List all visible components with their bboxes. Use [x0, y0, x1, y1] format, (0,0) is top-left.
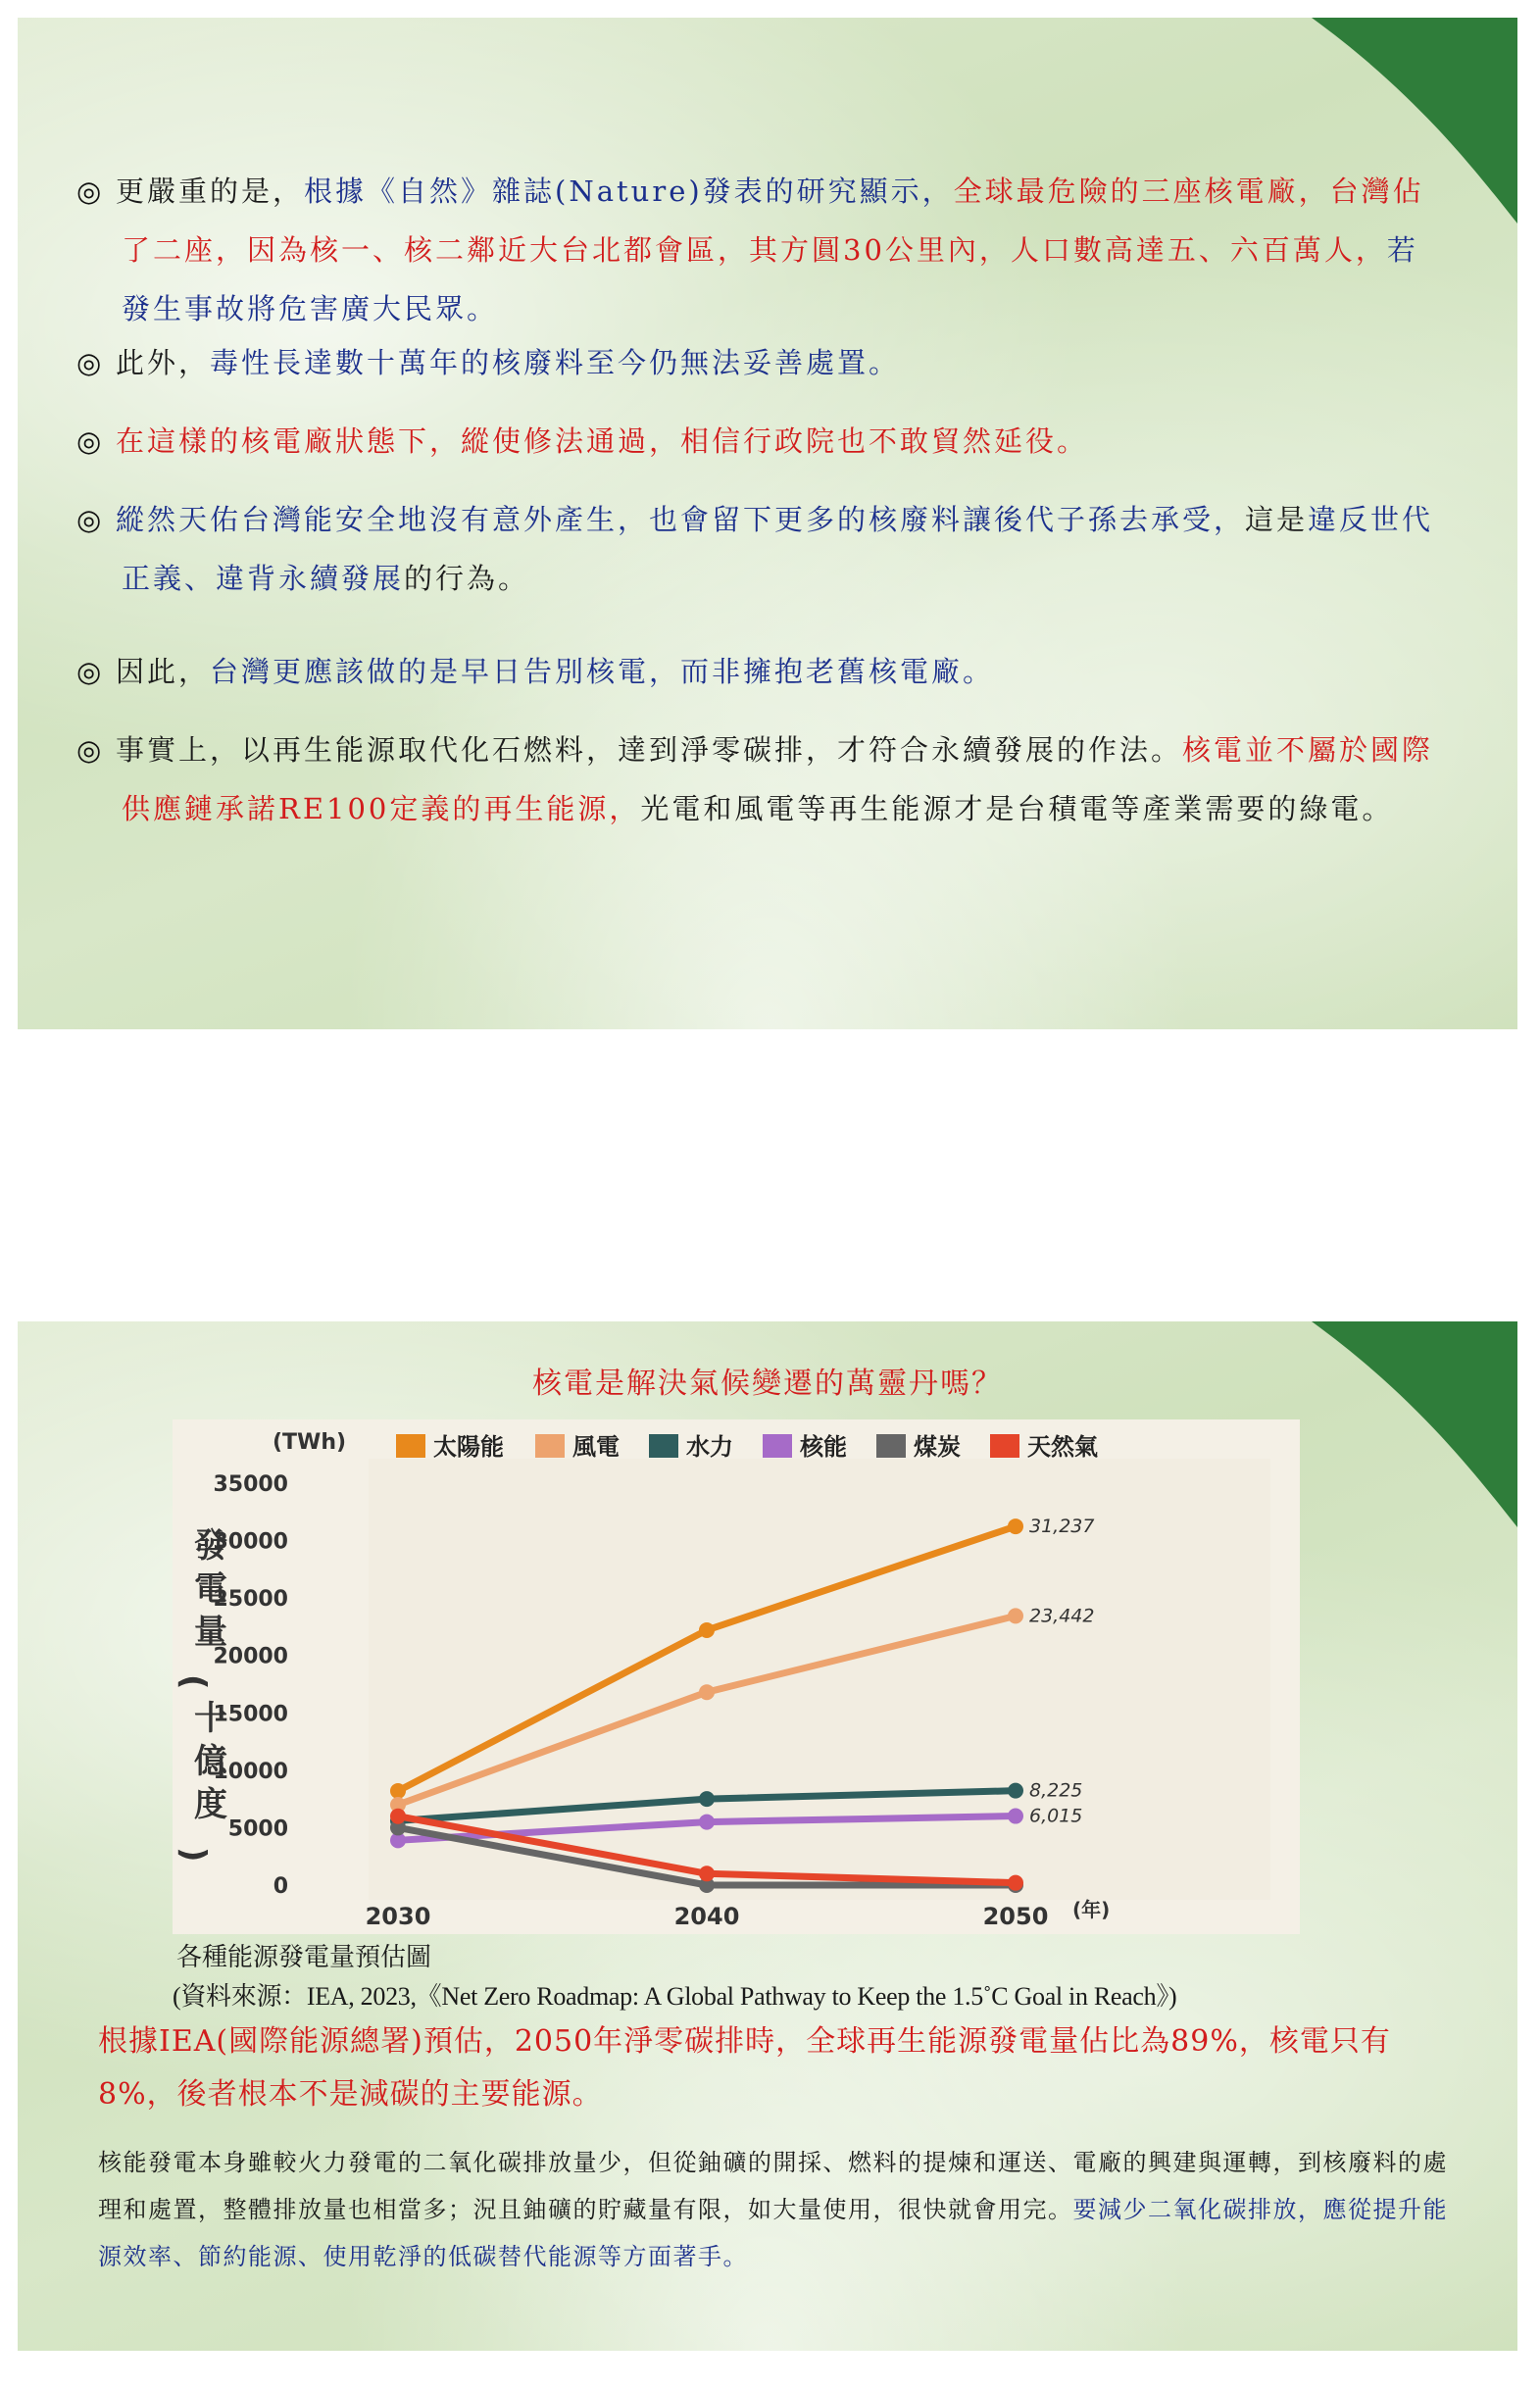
legend-label: 太陽能 — [433, 1433, 504, 1461]
chart-caption: 各種能源發電量預估圖 — [176, 1943, 432, 1972]
y-tick-label: 30000 — [213, 1529, 288, 1555]
bullet-paragraph — [76, 412, 1435, 471]
y-axis-label-char: 發 — [194, 1526, 227, 1566]
legend-label: 煤炭 — [914, 1433, 961, 1461]
bullet-mark-icon: ◎ — [76, 503, 105, 536]
y-axis-label-char: 億 — [194, 1742, 227, 1781]
data-label: 6,015 — [1029, 1805, 1083, 1827]
note-segment: 要減少二氧化碳排放，應從提升能源效率、節約能源、使用乾淨的低碳替代能源等方面著手。 — [98, 2196, 1448, 2270]
y-axis-label-char: ( — [174, 1674, 213, 1690]
data-point — [1008, 1809, 1023, 1824]
text-segment: 縱然天佑台灣能安全地沒有意外產生，也會留下更多的核廢料讓後代子孫去承受， — [116, 503, 1246, 536]
legend-swatch — [649, 1434, 678, 1458]
bullet-paragraph — [76, 642, 1435, 701]
legend-label: 水力 — [686, 1433, 733, 1461]
bullet-paragraph — [76, 721, 1435, 838]
x-tick-label: 2040 — [673, 1903, 740, 1930]
y-axis-label-char: ) — [174, 1847, 213, 1863]
text-segment: 若發生事故將危害廣大民眾。 — [122, 233, 1418, 325]
bullet-mark-icon: ◎ — [76, 346, 105, 379]
bullet-mark-icon: ◎ — [76, 733, 105, 767]
y-tick-label: 15000 — [213, 1702, 288, 1727]
text-segment: 核電並不屬於國際供應鏈承諾RE100定義的再生能源， — [122, 733, 1434, 825]
line-chart — [173, 1419, 1300, 1934]
bullet-paragraph — [76, 162, 1435, 338]
legend-swatch — [763, 1434, 792, 1458]
bullet-mark-icon: ◎ — [76, 655, 105, 688]
data-label: 8,225 — [1029, 1779, 1083, 1802]
x-tick-label: 2050 — [982, 1903, 1049, 1930]
data-point — [699, 1866, 715, 1881]
x-tick-label: 2030 — [365, 1903, 431, 1930]
emission-note — [98, 2139, 1461, 2280]
text-segment: 台灣更應該做的是早日告別核電，而非擁抱老舊核電廠。 — [210, 655, 995, 688]
slide-nuclear-risks — [18, 18, 1517, 1029]
text-segment: 的行為。 — [404, 562, 530, 595]
data-point — [390, 1783, 406, 1799]
text-segment: 毒性長達數十萬年的核廢料至今仍無法妥善處置。 — [210, 346, 901, 379]
x-unit-label: (年) — [1072, 1898, 1111, 1921]
bullet-mark-icon: ◎ — [76, 424, 105, 458]
legend-swatch — [876, 1434, 906, 1458]
text-segment: 這是 — [1245, 503, 1309, 536]
data-label: 23,442 — [1029, 1605, 1095, 1627]
y-axis-label-char: 量 — [194, 1613, 227, 1652]
iea-forecast-note: 根據IEA(國際能源總署)預估，2050年淨零碳排時，全球再生能源發電量佔比為89%，核電只有8%，後者根本不是減碳的主要能源。 — [98, 2024, 1391, 2112]
data-point — [699, 1791, 715, 1807]
bullet-paragraph — [76, 490, 1435, 608]
y-tick-label: 20000 — [213, 1644, 288, 1669]
text-segment: 全球最危險的三座核電廠，台灣佔了二座，因為核一、核二鄰近大台北都會區，其方圓30公里內，人口數高達五、六百萬人， — [122, 174, 1424, 267]
legend-label: 風電 — [572, 1433, 620, 1461]
data-point — [699, 1684, 715, 1700]
y-tick-label: 35000 — [213, 1472, 288, 1497]
y-tick-label: 25000 — [213, 1587, 288, 1613]
y-axis-label-char: 電 — [194, 1569, 227, 1609]
note-segment: 核能發電本身雖較火力發電的二氧化碳排放量少，但從鈾礦的開採、燃料的提煉和運送、電廠的興建與運轉，到核廢料的處理和處置，整體排放量也相當多；況且鈾礦的貯藏量有限，如大量使用，很快就會用完。 — [98, 2149, 1448, 2223]
legend-swatch — [990, 1434, 1019, 1458]
data-point — [1008, 1783, 1023, 1799]
chart-source: (資料來源：IEA, 2023,《Net Zero Roadmap: A Global Pathway to Keep the 1.5˚C Goal in Reach》) — [173, 1982, 1177, 2011]
text-segment: 因此， — [116, 655, 211, 688]
legend-label: 核能 — [800, 1433, 847, 1461]
y-axis-label-char: 十 — [194, 1699, 227, 1738]
y-tick-label: 10000 — [213, 1759, 288, 1784]
y-axis-label-char: 度 — [194, 1785, 227, 1824]
unit-label: (TWh) — [273, 1430, 347, 1455]
text-segment: 根據《自然》雜誌(Nature)發表的研究顯示， — [304, 174, 954, 208]
slide-energy-forecast — [18, 1321, 1517, 2351]
text-segment: 此外， — [116, 346, 211, 379]
text-segment: 事實上，以再生能源取代化石燃料，達到淨零碳排，才符合永續發展的作法。 — [116, 733, 1183, 767]
data-point — [699, 1622, 715, 1638]
y-tick-label: 5000 — [227, 1816, 288, 1842]
chart-panel — [173, 1419, 1300, 1934]
data-point — [1008, 1875, 1023, 1891]
bullet-paragraph — [76, 333, 1435, 392]
text-segment: 更嚴重的是， — [116, 174, 305, 208]
text-segment: 在這樣的核電廠狀態下，縱使修法通過，相信行政院也不敢貿然延役。 — [116, 424, 1089, 458]
legend-swatch — [535, 1434, 565, 1458]
bullet-mark-icon: ◎ — [76, 174, 105, 208]
data-point — [1008, 1608, 1023, 1623]
data-point — [390, 1809, 406, 1824]
text-segment: 光電和風電等再生能源才是台積電等產業需要的綠電。 — [640, 792, 1394, 825]
legend-swatch — [396, 1434, 425, 1458]
text-segment: 違反世代正義、違背永續發展 — [122, 503, 1434, 595]
y-tick-label: 0 — [273, 1874, 288, 1899]
legend-label: 天然氣 — [1027, 1433, 1098, 1461]
chart-title: 核電是解決氣候變遷的萬靈丹嗎？ — [532, 1367, 1003, 1401]
data-point — [699, 1815, 715, 1830]
data-point — [1008, 1518, 1023, 1534]
data-label: 31,237 — [1029, 1516, 1095, 1538]
